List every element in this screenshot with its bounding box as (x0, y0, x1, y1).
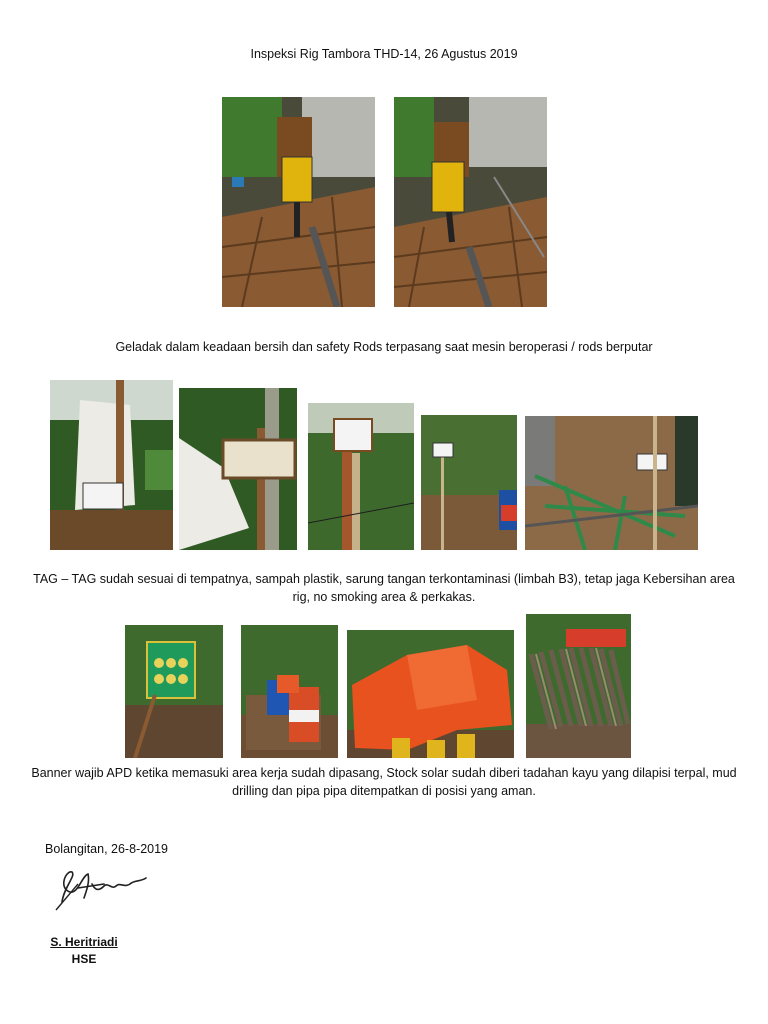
apd-banner-photo (125, 625, 223, 758)
sampah-plastik-photo (50, 380, 173, 550)
rig-deck-photo-2 (394, 97, 547, 307)
tarp-cover-photo (347, 630, 514, 758)
banner-caption: Banner wajib APD ketika memasuki area kerja sudah dipasang, Stock solar sudah diberi tadahan kayu yang dilapisi terpal, mud drilling dan pipa pipa ditempatkan di posisi yang aman. (31, 766, 737, 798)
document-title: Inspeksi Rig Tambora THD-14, 26 Agustus 2019 (250, 47, 518, 61)
tags-caption: TAG – TAG sudah sesuai di tempatnya, sampah plastik, sarung tangan terkontaminasi (limbah B3), tetap jaga Kebersihan area rig, no smoking area & perkakas. (33, 572, 735, 604)
signature-image (42, 862, 154, 916)
signer-role: HSE (71, 952, 97, 966)
place-date: Bolangitan, 26-8-2019 (45, 842, 169, 856)
rig-deck-photo-1 (222, 97, 375, 307)
signer-block (0, 934, 168, 968)
no-smoking-sign-photo (308, 403, 414, 550)
area-tag-photo (421, 415, 517, 550)
sarung-tangan-photo (179, 388, 297, 550)
pipe-stack-photo (526, 614, 631, 758)
fuel-drums-photo (241, 625, 338, 758)
deck-caption: Geladak dalam keadaan bersih dan safety Rods terpasang saat mesin beroperasi / rods berputar (115, 340, 653, 354)
perkakas-photo (525, 416, 698, 550)
signer-name: S. Heritriadi (50, 935, 118, 949)
